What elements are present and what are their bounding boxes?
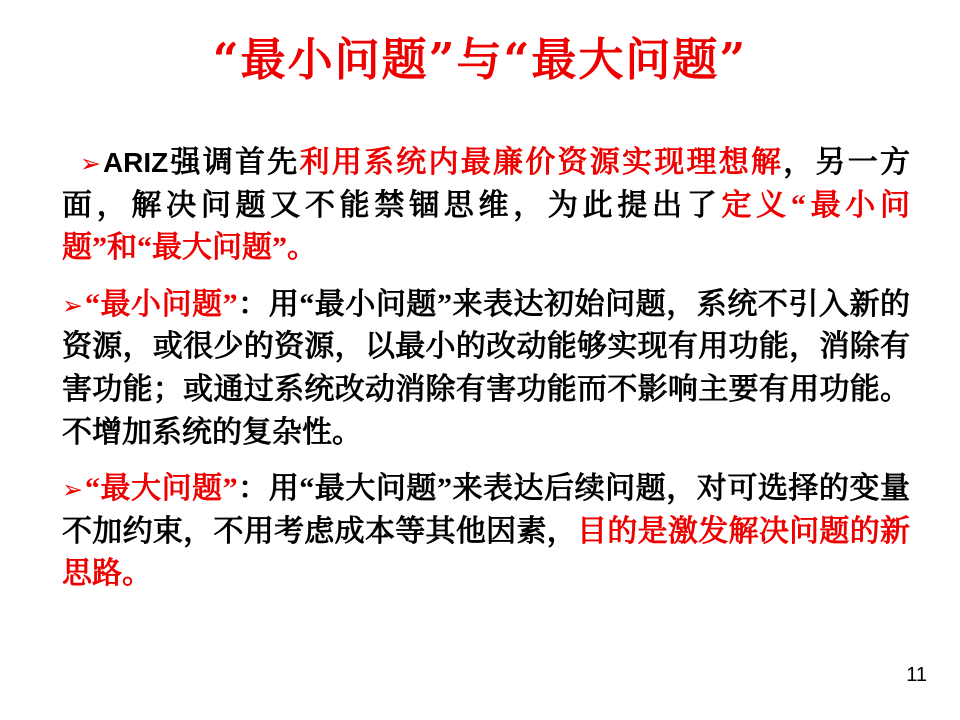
paragraph-3-run-3: 目的是激发解决问题的新思路。 [62, 514, 911, 591]
paragraph-2-run-2: ：用“最小问题”来表达初始问题，系统不引入新的资源，或很少的资源，以最小的改动能够实现有用功能，消除有害功能；或通过系统改动消除有害功能而不影响主要有用功能。不增加系统的复杂性。 [62, 287, 910, 449]
bullet-arrow-icon: ➢ [80, 149, 101, 178]
paragraph-1-run-4: ，另一方面，解决问题又不能禁锢思维，为此提出了 [62, 146, 911, 222]
paragraph-1-run-1: ARIZ [102, 147, 169, 178]
slide-body [62, 142, 910, 608]
paragraph-1 [62, 142, 910, 270]
bullet-arrow-icon: ➢ [62, 290, 83, 320]
paragraph-3 [62, 468, 910, 596]
paragraph-3-run-1: “最大问题” [84, 472, 238, 506]
paragraph-2 [62, 284, 910, 454]
paragraph-1-run-2: 强调首先 [168, 146, 300, 179]
bullet-arrow-icon: ➢ [62, 475, 83, 505]
paragraph-2-run-1: “最小问题” [84, 287, 238, 321]
paragraph-1-run-3: 利用系统内最廉价资源实现理想解 [299, 146, 784, 179]
paragraph-3-run-2: ：用“最大问题”来表达后续问题，对可选择的变量不加约束，不用考虑成本等其他因素， [62, 472, 910, 548]
paragraph-1-run-5: 定义“最小问题”和“最大问题”。 [62, 188, 911, 265]
slide-title: “最小问题”与“最大问题” [212, 33, 748, 86]
page-number: 11 [906, 664, 927, 686]
